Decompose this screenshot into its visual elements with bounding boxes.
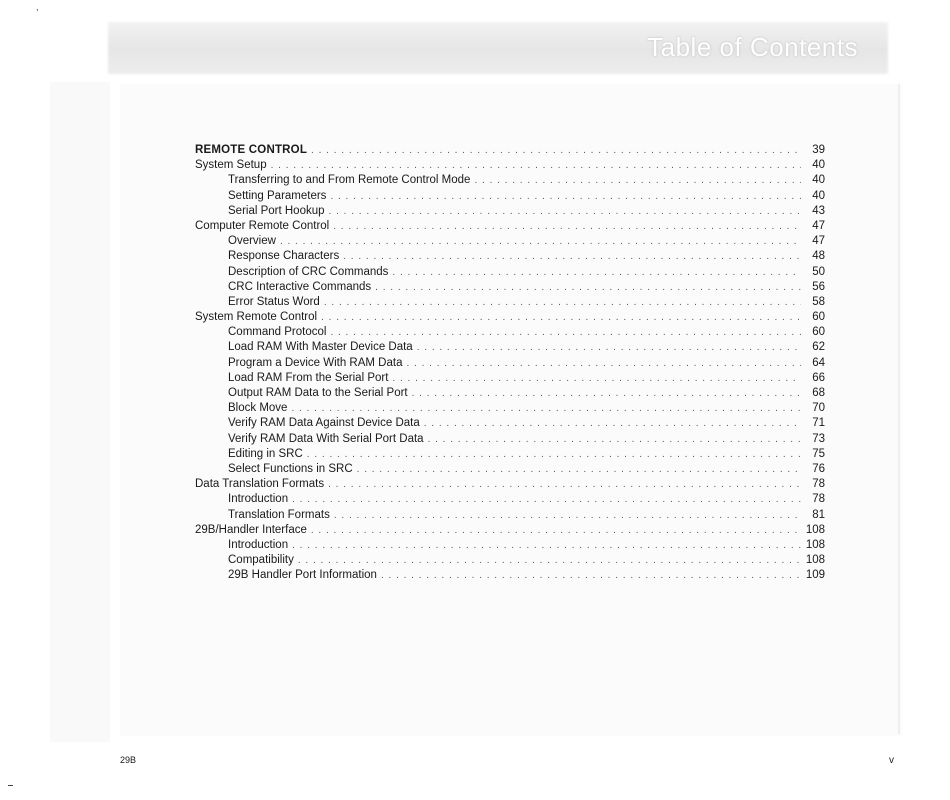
toc-entry-title: System Setup [195, 159, 267, 172]
toc-entry-title: Load RAM From the Serial Port [228, 371, 389, 384]
toc-entry-title: Computer Remote Control [195, 219, 330, 232]
footer-manual-id: 29B [120, 755, 137, 765]
toc-entry-page: 48 [812, 250, 825, 263]
dot-leader [417, 340, 801, 355]
left-margin-shadow [50, 82, 110, 742]
dot-leader [392, 265, 801, 280]
dot-leader [381, 568, 801, 583]
toc-entry[interactable] [195, 249, 825, 264]
dot-leader [328, 477, 801, 492]
toc-entry-title: Command Protocol [228, 326, 327, 339]
dot-leader [324, 295, 801, 310]
toc-entry-title: Load RAM With Master Device Data [228, 341, 413, 354]
dot-leader [329, 204, 801, 219]
toc-entry-title: REMOTE CONTROL [195, 144, 308, 156]
dot-leader [271, 158, 801, 173]
toc-entry-title: CRC Interactive Commands [228, 280, 372, 293]
toc-entry-page: 108 [805, 523, 825, 536]
toc-entry[interactable] [195, 492, 825, 507]
dot-leader [424, 416, 801, 431]
toc-entry-title: Compatibility [228, 554, 294, 567]
footer-page-number: v [889, 755, 894, 766]
dot-leader [343, 249, 801, 264]
dot-leader [311, 143, 801, 158]
dot-leader [307, 447, 801, 462]
toc-entry-title: Description of CRC Commands [228, 265, 389, 278]
toc-entry-title: Program a Device With RAM Data [228, 356, 403, 369]
toc-entry[interactable] [195, 553, 825, 568]
toc-entry-title: Verify RAM Data With Serial Port Data [228, 432, 424, 445]
toc-entry[interactable] [195, 508, 825, 523]
page-title: Table of Contents [647, 32, 858, 62]
toc-entry-page: 71 [812, 417, 825, 430]
scan-mark: , [36, 2, 39, 12]
toc-entry-page: 81 [812, 508, 825, 521]
toc-entry[interactable] [195, 204, 825, 219]
toc-entry[interactable] [195, 371, 825, 386]
toc-entry-title: 29B/Handler Interface [195, 523, 307, 536]
toc-entry[interactable] [195, 386, 825, 401]
toc-entry-page: 60 [812, 326, 825, 339]
toc-entry[interactable] [195, 401, 825, 416]
toc-entry[interactable] [195, 432, 825, 447]
toc-entry[interactable] [195, 189, 825, 204]
dot-leader [280, 234, 801, 249]
toc-entry[interactable] [195, 356, 825, 371]
toc-entry-page: 78 [812, 493, 825, 506]
toc-entry-page: 109 [805, 569, 825, 582]
dot-leader [357, 462, 801, 477]
toc-entry-page: 47 [812, 219, 825, 232]
toc-entry-title: Data Translation Formats [195, 478, 325, 491]
toc-entry[interactable] [195, 325, 825, 340]
toc-entry-title: Select Functions in SRC [228, 462, 353, 475]
toc-entry-title: Introduction [228, 538, 289, 551]
toc-entry-page: 40 [812, 159, 825, 172]
dot-leader [311, 523, 801, 538]
toc-entry-page: 40 [812, 174, 825, 187]
scan-dash [8, 785, 13, 786]
dot-leader [330, 189, 801, 204]
toc-entry-title: Overview [228, 235, 276, 248]
toc-entry[interactable] [195, 219, 825, 234]
toc-entry-page: 70 [812, 402, 825, 415]
dot-leader [292, 538, 801, 553]
toc-entry-title: Response Characters [228, 250, 340, 263]
dot-leader [428, 432, 801, 447]
toc-entry-title: Introduction [228, 493, 289, 506]
dot-leader [333, 219, 801, 234]
toc-entry-page: 56 [812, 280, 825, 293]
toc-entry-title: Serial Port Hookup [228, 204, 325, 217]
dot-leader [375, 280, 801, 295]
toc-entry[interactable] [195, 143, 825, 158]
table-of-contents [195, 143, 825, 583]
toc-entry[interactable] [195, 538, 825, 553]
toc-entry[interactable] [195, 568, 825, 583]
toc-entry[interactable] [195, 173, 825, 188]
toc-entry[interactable] [195, 477, 825, 492]
toc-entry-title: 29B Handler Port Information [228, 569, 377, 582]
toc-entry-title: Transferring to and From Remote Control Mode [228, 174, 471, 187]
dot-leader [406, 356, 801, 371]
toc-entry-page: 43 [812, 204, 825, 217]
toc-entry-title: Block Move [228, 402, 288, 415]
toc-entry[interactable] [195, 158, 825, 173]
toc-entry[interactable] [195, 295, 825, 310]
toc-entry-page: 78 [812, 478, 825, 491]
toc-entry-page: 108 [805, 538, 825, 551]
dot-leader [321, 310, 801, 325]
toc-entry-page: 62 [812, 341, 825, 354]
dot-leader [330, 325, 801, 340]
toc-entry-page: 58 [812, 295, 825, 308]
toc-entry[interactable] [195, 416, 825, 431]
toc-entry[interactable] [195, 447, 825, 462]
toc-entry-page: 68 [812, 387, 825, 399]
toc-entry[interactable] [195, 265, 825, 280]
toc-entry-page: 47 [812, 235, 825, 248]
toc-entry-page: 76 [812, 462, 825, 475]
dot-leader [334, 508, 801, 523]
toc-entry-title: Setting Parameters [228, 189, 327, 202]
toc-entry-title: Output RAM Data to the Serial Port [228, 387, 408, 399]
toc-entry-page: 66 [812, 371, 825, 384]
dot-leader [412, 386, 801, 401]
toc-entry-page: 64 [812, 356, 825, 369]
toc-entry-title: Editing in SRC [228, 447, 303, 460]
dot-leader [474, 173, 801, 188]
toc-entry[interactable] [195, 462, 825, 477]
toc-entry-title: Error Status Word [228, 295, 320, 308]
dot-leader [392, 371, 801, 386]
toc-entry[interactable] [195, 234, 825, 249]
toc-entry-page: 50 [812, 265, 825, 278]
dot-leader [292, 492, 801, 507]
toc-entry-page: 75 [812, 447, 825, 460]
toc-entry[interactable] [195, 310, 825, 325]
toc-entry-page: 40 [812, 189, 825, 202]
dot-leader [291, 401, 801, 416]
toc-entry[interactable] [195, 280, 825, 295]
toc-entry-page: 73 [812, 432, 825, 445]
toc-entry-title: Translation Formats [228, 508, 330, 521]
toc-entry-page: 39 [812, 144, 825, 156]
toc-entry-page: 108 [805, 554, 825, 567]
toc-entry[interactable] [195, 523, 825, 538]
toc-entry-page: 60 [812, 311, 825, 324]
toc-entry-title: System Remote Control [195, 311, 318, 324]
dot-leader [298, 553, 801, 568]
toc-entry-title: Verify RAM Data Against Device Data [228, 417, 420, 430]
toc-entry[interactable] [195, 340, 825, 355]
